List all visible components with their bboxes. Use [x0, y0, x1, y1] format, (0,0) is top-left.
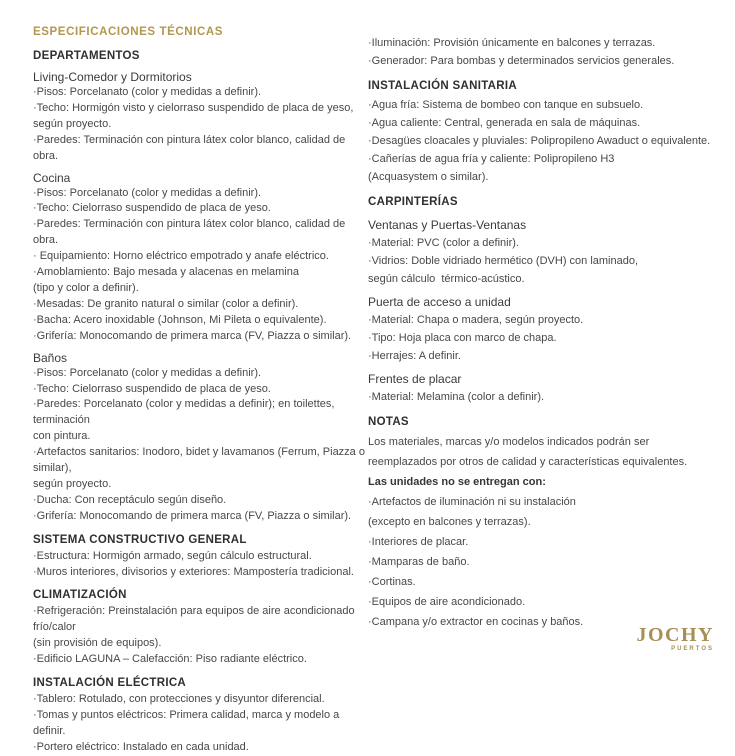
spec-line: según proyecto.	[33, 477, 112, 490]
spec-line: ·Refrigeración: Preinstalación para equipos de aire acondicionado frío/calor	[33, 605, 358, 634]
spec-line: ·Ducha: Con receptáculo según diseño.	[33, 493, 227, 506]
left-column	[33, 24, 371, 756]
spec-line: ·Artefactos sanitarios: Inodoro, bidet y lavamanos (Ferrum, Piazza o similar),	[33, 446, 369, 475]
section-heading: CLIMATIZACIÓN	[33, 589, 127, 602]
spec-line: ·Campana y/o extractor en cocinas y baños.	[368, 616, 584, 628]
spec-line: ·Paredes: Porcelanato (color y medidas a definir); en toilettes, terminación	[33, 398, 338, 427]
spec-line: ·Mesadas: De granito natural o similar (color a definir).	[33, 297, 299, 310]
spec-block	[368, 492, 718, 632]
right-column	[368, 34, 718, 632]
spec-line: según cálculo térmico-acústico.	[368, 273, 525, 285]
spec-line: (Acquasystem o similar).	[368, 171, 489, 183]
spec-line: ·Paredes: Terminación con pintura látex color blanco, calidad de obra.	[33, 133, 349, 162]
spec-block	[368, 96, 718, 186]
section-heading: DEPARTAMENTOS	[33, 50, 140, 62]
spec-block	[368, 388, 718, 406]
section-heading: NOTAS	[368, 416, 409, 428]
spec-line: (tipo y color a definir).	[33, 281, 139, 294]
logo-subtitle: PUERTOS	[671, 646, 714, 652]
brand-logo	[637, 625, 715, 653]
spec-line: ·Iluminación: Provisión únicamente en balcones y terrazas.	[368, 37, 656, 49]
section-heading: INSTALACIÓN SANITARIA	[368, 80, 517, 92]
spec-block	[368, 234, 718, 288]
spec-block	[33, 366, 371, 525]
spec-line: reemplazados por otros de calidad y características equivalentes.	[368, 456, 688, 468]
section-heading: INSTALACIÓN ELÉCTRICA	[33, 677, 187, 690]
spec-line: ·Grifería: Monocomando de primera marca (FV, Piazza o similar).	[33, 329, 352, 342]
sub-heading: Ventanas y Puertas-Ventanas	[368, 218, 527, 232]
spec-line: ·Amoblamiento: Bajo mesada y alacenas en melamina	[33, 266, 299, 279]
sub-heading: Frentes de placar	[368, 372, 462, 386]
sub-heading: Puerta de acceso a unidad	[368, 295, 511, 309]
spec-line: ·Pisos: Porcelanato (color y medidas a definir).	[33, 86, 262, 98]
spec-line: · Equipamiento: Horno eléctrico empotrado y anafe eléctrico.	[33, 250, 329, 263]
emphasis-line: Las unidades no se entregan con:	[368, 476, 546, 488]
section-heading: CARPINTERÍAS	[368, 196, 458, 208]
spec-line: ·Grifería: Monocomando de primera marca (FV, Piazza o similar).	[33, 509, 352, 522]
spec-line: ·Material: PVC (color a definir).	[368, 237, 519, 249]
spec-line: ·Herrajes: A definir.	[368, 350, 461, 362]
spec-line: ·Cortinas.	[368, 576, 416, 588]
spec-line: ·Cañerías de agua fría y caliente: Polipropileno H3	[368, 153, 615, 165]
spec-line: ·Equipos de aire acondicionado.	[368, 596, 526, 608]
spec-block	[368, 34, 718, 70]
spec-line: ·Mamparas de baño.	[368, 556, 470, 568]
spec-block	[33, 85, 371, 165]
spec-line: ·Pisos: Porcelanato (color y medidas a definir).	[33, 366, 262, 379]
spec-line: ·Muros interiores, divisorios y exteriores: Mampostería tradicional.	[33, 565, 354, 578]
spec-line: ·Techo: Cielorraso suspendido de placa de yeso.	[33, 382, 271, 395]
spec-line: Los materiales, marcas y/o modelos indicados podrán ser	[368, 436, 650, 448]
spec-line: ·Techo: Cielorraso suspendido de placa de yeso.	[33, 202, 271, 215]
section-heading: SISTEMA CONSTRUCTIVO GENERAL	[33, 533, 247, 546]
spec-line: ·Portero eléctrico: Instalado en cada unidad.	[33, 740, 249, 753]
logo-wordmark: JOCHY	[636, 624, 714, 646]
spec-line: ·Generador: Para bombas y determinados servicios generales.	[368, 55, 675, 67]
spec-line: (sin provisión de equipos).	[33, 637, 162, 650]
sub-heading: Cocina	[33, 170, 71, 185]
spec-block	[33, 692, 371, 756]
spec-block	[33, 186, 371, 345]
spec-line: ·Paredes: Terminación con pintura látex color blanco, calidad de obra.	[33, 218, 349, 247]
spec-line: ·Agua caliente: Central, generada en sala de máquinas.	[368, 117, 641, 129]
spec-line: ·Techo: Hormigón visto y cielorraso suspendido de placa de yeso,	[33, 101, 354, 114]
sub-heading: Baños	[33, 350, 68, 365]
spec-line: según proyecto.	[33, 117, 112, 130]
spec-line: ·Bacha: Acero inoxidable (Johnson, Mi Pileta o equivalente).	[33, 313, 327, 326]
spec-line: ·Interiores de placar.	[368, 536, 469, 548]
spec-line: ·Tipo: Hoja placa con marco de chapa.	[368, 332, 557, 344]
spec-line: ·Pisos: Porcelanato (color y medidas a definir).	[33, 186, 262, 199]
spec-line: ·Material: Chapa o madera, según proyecto.	[368, 314, 584, 326]
spec-block	[33, 604, 371, 668]
sub-heading: Living-Comedor y Dormitorios	[33, 70, 192, 84]
spec-block	[368, 311, 718, 365]
document-title: ESPECIFICACIONES TÉCNICAS	[33, 26, 224, 38]
spec-line: ·Estructura: Hormigón armado, según cálculo estructural.	[33, 549, 312, 562]
spec-line: (excepto en balcones y terrazas).	[368, 516, 531, 528]
spec-line: ·Material: Melamina (color a definir).	[368, 391, 545, 403]
spec-line: con pintura.	[33, 430, 91, 443]
spec-line: ·Tomas y puntos eléctricos: Primera calidad, marca y modelo a definir.	[33, 709, 343, 737]
spec-block	[368, 432, 718, 472]
spec-line: ·Agua fría: Sistema de bombeo con tanque en subsuelo.	[368, 99, 644, 111]
spec-line: ·Vidrios: Doble vidriado hermético (DVH) con laminado,	[368, 255, 639, 267]
spec-line: ·Desagües cloacales y pluviales: Polipropileno Awaduct o equivalente.	[368, 135, 711, 147]
spec-line: ·Artefactos de iluminación ni su instalación	[368, 496, 576, 508]
spec-block	[33, 549, 371, 581]
spec-line: ·Tablero: Rotulado, con protecciones y disyuntor diferencial.	[33, 693, 325, 706]
spec-line: ·Edificio LAGUNA – Calefacción: Piso radiante eléctrico.	[33, 653, 307, 666]
